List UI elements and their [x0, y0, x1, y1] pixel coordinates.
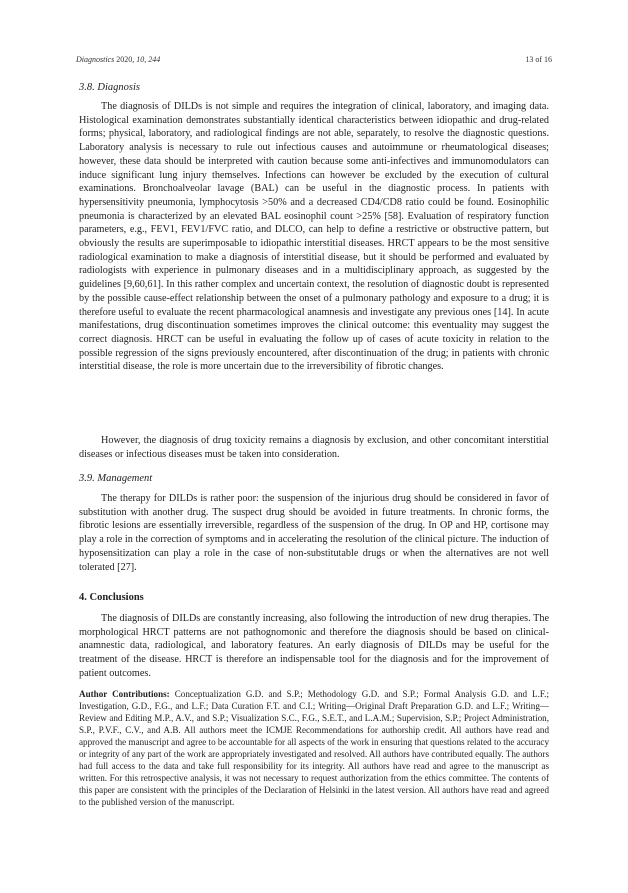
article-number: 244 — [148, 55, 161, 64]
section-diagnosis — [79, 82, 549, 93]
page-number: 13 of 16 — [525, 55, 552, 64]
author-contributions-label: Author Contributions: — [79, 689, 170, 699]
management-paragraph-block — [79, 492, 549, 574]
section-heading-management: 3.9. Management — [79, 473, 153, 484]
section-heading-conclusions: 4. Conclusions — [79, 592, 144, 603]
section-conclusions — [79, 592, 549, 603]
diagnosis-paragraph-2: However, the diagnosis of drug toxicity remains a diagnosis by exclusion, and other concomitant interstitial diseases or infectious diseases must be taken into consideration. — [79, 435, 549, 460]
author-contributions-paragraph — [79, 688, 549, 808]
section-management — [79, 473, 549, 484]
journal-volume: 10 — [136, 55, 145, 64]
diagnosis-paragraph-1-block — [79, 100, 549, 374]
author-contributions — [79, 688, 549, 808]
author-contributions-text: Conceptualization G.D. and S.P.; Methodology G.D. and S.P.; Formal Analysis G.D. and L.F.; Investigation, G.D., F.G., and L.F.; Data Curation F.T. and C.I.; Writing—Original Draft Preparation G.D. and L.F.; Writing—Review and Editing M.P., A.V., and S.P.; Visualization S.C., F.G., S.E.T., and L.A.M.; Supervision, S.P.; Project Administration, S.P., P.V.F., C.V., and A.B. All authors meet the ICMJE Recommendations for authorship credit. All authors have read and approved the manuscript and agree to be accountable for all aspects of the work in ensuring that questions related to the accuracy or integrity of any part of the work are appropriately investigated and resolved. All authors have contributed equally. The authors had full access to the data and take full responsibility for its integrity. All authors have read and agree to the manuscript as written. For this retrospective analysis, it was not necessary to request authorization from the ethics committee. The contents of this paper are consistent with the principles of the Declaration of Helsinki in the latest version. All authors have read and agreed to the published version of the manuscript. — [79, 689, 549, 807]
section-heading-diagnosis: 3.8. Diagnosis — [79, 82, 140, 93]
running-header — [76, 55, 552, 67]
diagnosis-paragraph-1: The diagnosis of DILDs is not simple and requires the integration of clinical, laboratory, and imaging data. Histological examination demonstrates substantially identical characteristics between idiopathic and drug-related forms; physical, laboratory, and radiological findings are not able, separately, to resolve the diagnostic questions. Laboratory analysis is necessary to rule out infectious causes and autoimmune or rheumatological diseases; however, these data should be interpreted with caution because some anti-infectives and immunomodulators can induce significant lung injury themselves. Infections can however be excluded by the execution of cultural examinations. Bronchoalveolar lavage (BAL) can be useful in the diagnostic process. In patients with hypersensitivity pneumonia, lymphocytosis >50% and a decreased CD4/CD8 ratio could be found. Eosinophilic pneumonia is characterized by an elevated BAL eosinophil count >25% [58]. Evaluation of respiratory function parameters, e.g., FEV1, FEV1/FVC ratio, and DLCO, can help to define a restrictive or obstructive pattern, but obviously the results are superimposable to idiopathic interstitial diseases. HRCT appears to be the most sensitive radiological examination to make a diagnosis of interstitial disease, but it should be performed and evaluated by radiologists with experience in pulmonary diseases and in a multidisciplinary approach, as suggested by the guidelines [9,60,61]. In this rather complex and uncertain context, the resolution of diagnostic doubt is represented by the possible cause-effect relationship between the onset of a pulmonary pathology and exposure to a drug; it is therefore useful to evaluate the recent pharmacological anamnesis and investigate any previous ones [14]. In acute manifestations, drug discontinuation sometimes improves the clinical outcome: this eventuality may suggest the correct diagnosis. HRCT can be useful in evaluating the follow up of cases of acute toxicity in relation to the possible regression of the signs previously encountered, after discontinuation of the drug; in patients with chronic interstitial disease, the role is more uncertain due to the irreversibility of fibrotic changes. — [79, 101, 549, 373]
management-paragraph-1: The therapy for DILDs is rather poor: the suspension of the injurious drug should be considered in favor of substitution with another drug. The suspect drug should be avoided in future treatments. In chronic forms, the fibrotic lesions are essentially irreversible, regardless of the suspension of the drug. In OP and HP, cortisone may play a role in the correction of symptoms and in accelerating the resolution of the clinical picture. The induction of hyposensitization can play a role in the case of non-substitutable drugs or when the alternatives are not well tolerated [27]. — [79, 493, 549, 573]
journal-name: Diagnostics — [76, 55, 115, 64]
journal-citation: Diagnostics 2020, 10, 244 — [76, 55, 161, 64]
conclusions-paragraph-1: The diagnosis of DILDs are constantly increasing, also following the introduction of new drug therapies. The morphological HRCT patterns are not pathognomonic and therefore the diagnosis should be based on clinical-anamnestic data, radiological, and laboratory features. An early diagnosis of DILDs may be useful for the treatment of the disease. HRCT is therefore an indispensable tool for the diagnosis and for the improvement of patient outcomes. — [79, 613, 549, 679]
conclusions-paragraph-block — [79, 612, 549, 681]
diagnosis-paragraph-2-block — [79, 434, 549, 461]
journal-year: 2020 — [116, 55, 133, 64]
